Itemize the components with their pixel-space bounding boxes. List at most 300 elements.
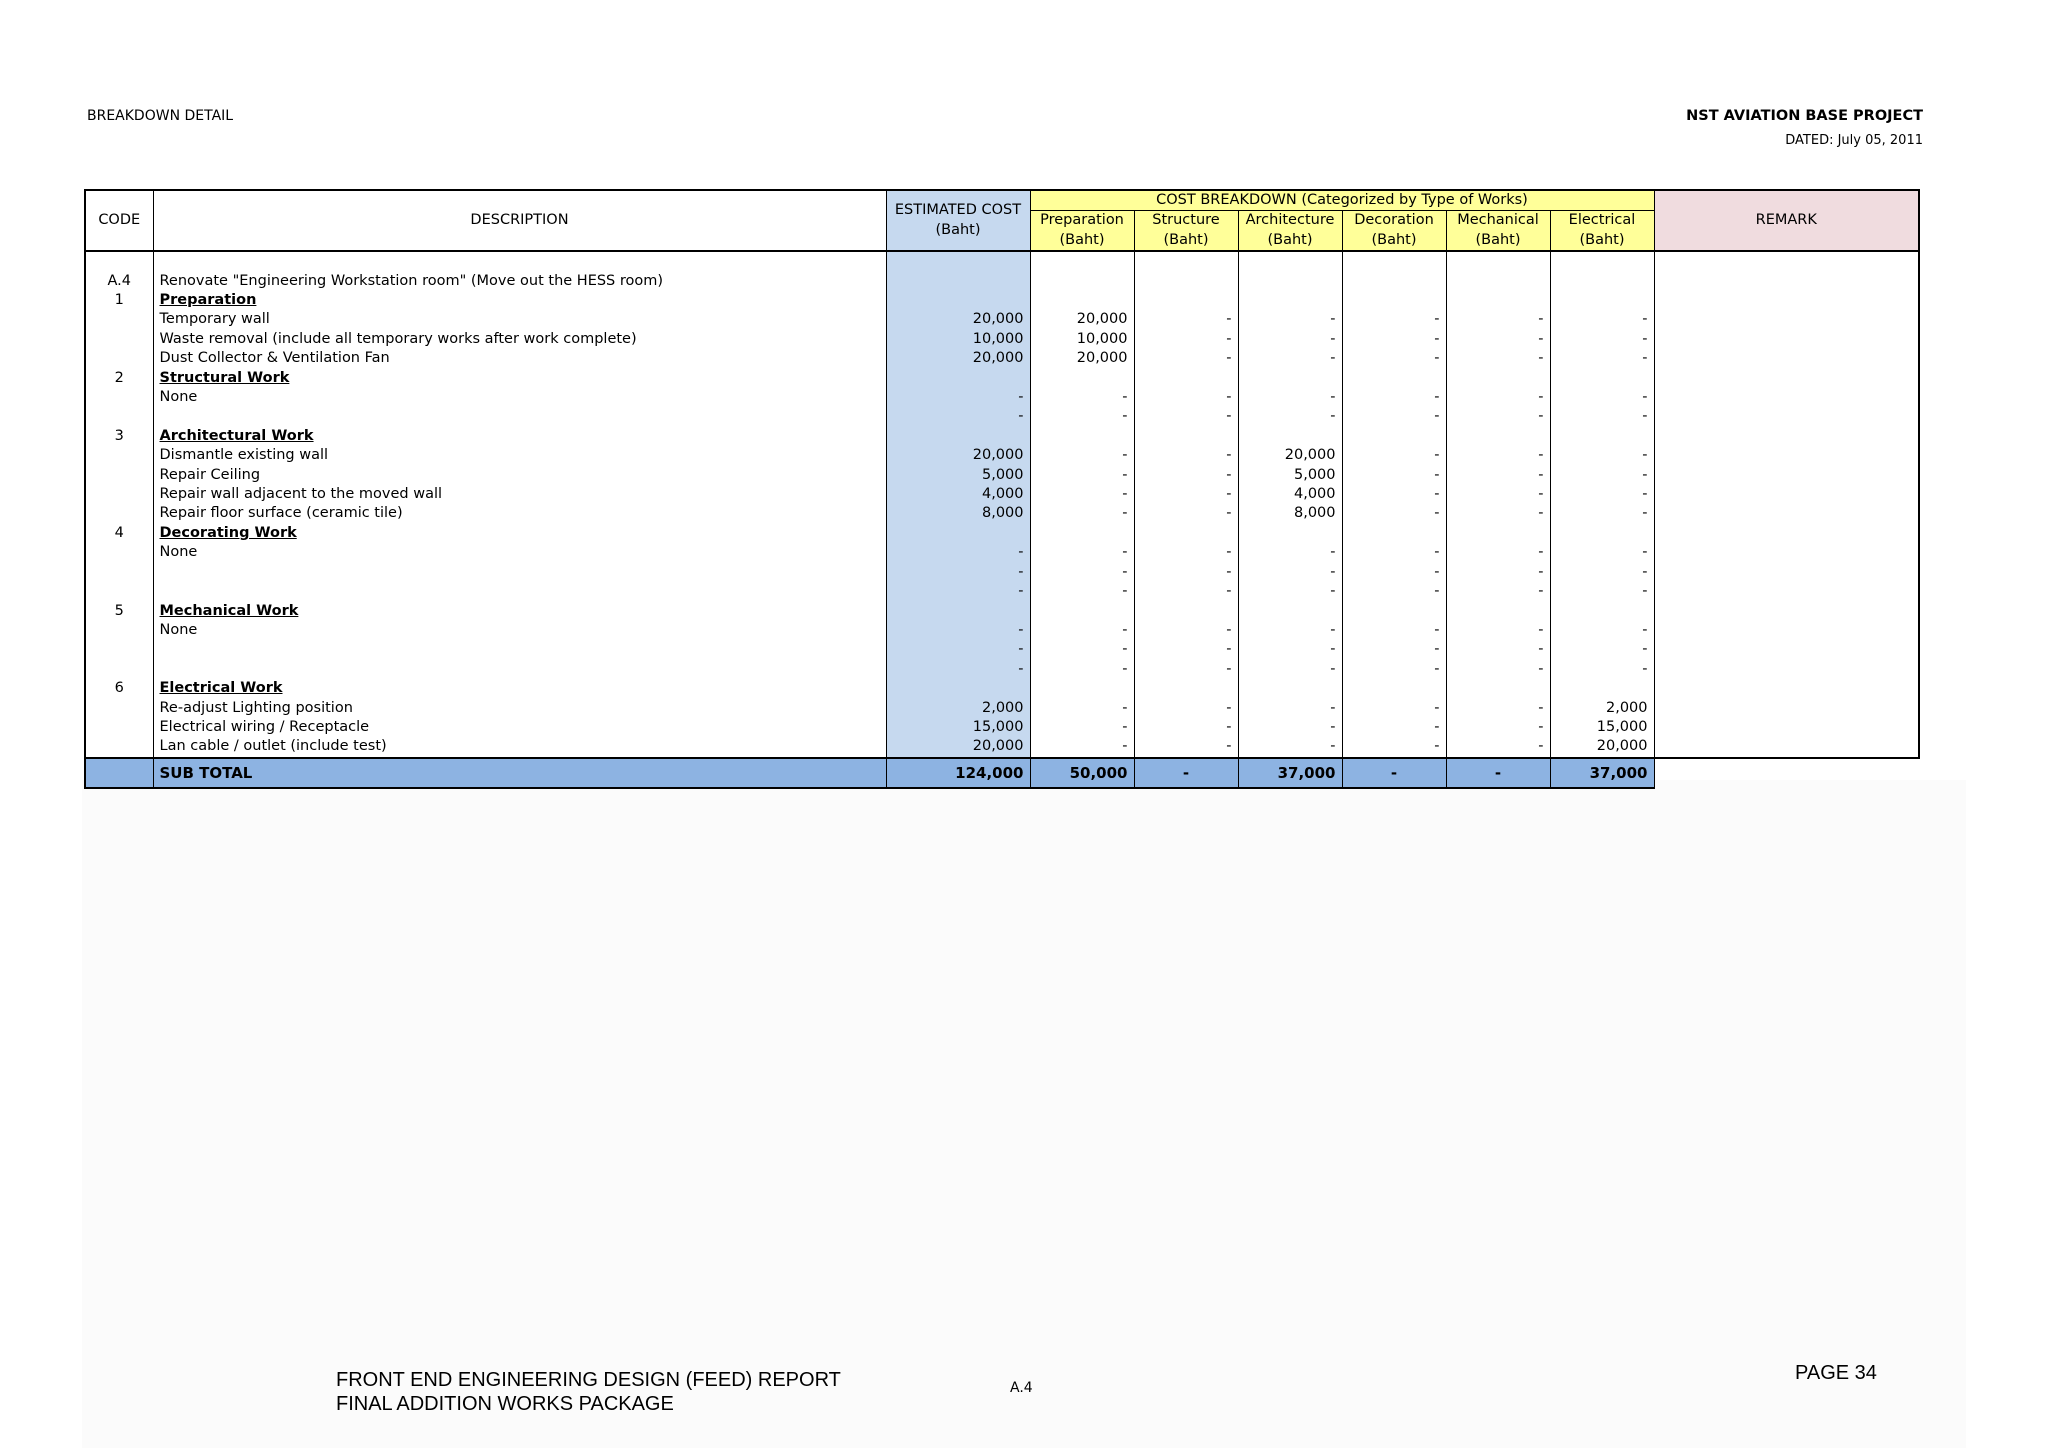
cell-architecture	[1238, 427, 1342, 446]
row-code	[85, 582, 153, 601]
cell-electrical: -	[1550, 310, 1654, 329]
row-description: Repair floor surface (ceramic tile)	[153, 504, 886, 523]
table-row	[85, 718, 1919, 737]
cell-mechanical: -	[1446, 621, 1550, 640]
row-code	[85, 349, 153, 368]
cell-architecture	[1238, 251, 1342, 271]
row-code: 2	[85, 369, 153, 388]
cell-preparation: -	[1030, 485, 1134, 504]
report-title-line-2: FINAL ADDITION WORKS PACKAGE	[336, 1393, 674, 1415]
cell-decoration	[1342, 369, 1446, 388]
row-code	[85, 640, 153, 659]
cell-remark	[1654, 679, 1919, 698]
cell-estimated: 5,000	[886, 466, 1030, 485]
cell-structure	[1134, 251, 1238, 271]
cell-decoration: -	[1342, 737, 1446, 757]
cell-decoration: -	[1342, 407, 1446, 426]
cell-structure	[1134, 602, 1238, 621]
subtotal-label: SUB TOTAL	[153, 758, 886, 788]
row-code: 5	[85, 602, 153, 621]
cell-remark	[1654, 563, 1919, 582]
cell-structure: -	[1134, 330, 1238, 349]
cell-estimated: -	[886, 640, 1030, 659]
cell-architecture: -	[1238, 660, 1342, 679]
cell-structure: -	[1134, 718, 1238, 737]
cell-remark	[1654, 582, 1919, 601]
cell-estimated: -	[886, 543, 1030, 562]
header-category-name: Mechanical	[1457, 212, 1539, 229]
cell-decoration: -	[1342, 640, 1446, 659]
table-row	[85, 737, 1919, 757]
cell-decoration: -	[1342, 330, 1446, 349]
cell-estimated: 20,000	[886, 446, 1030, 465]
table-row	[85, 446, 1919, 465]
cell-preparation	[1030, 272, 1134, 291]
header-category-unit: (Baht)	[1475, 231, 1521, 248]
table-row	[85, 582, 1919, 601]
table-row	[85, 349, 1919, 368]
row-code	[85, 543, 153, 562]
cell-electrical: -	[1550, 621, 1654, 640]
cell-preparation: -	[1030, 640, 1134, 659]
header-remark: REMARK	[1654, 190, 1919, 251]
cell-estimated	[886, 524, 1030, 543]
header-estimated-cost	[886, 190, 1030, 251]
cell-electrical	[1550, 524, 1654, 543]
cell-mechanical: -	[1446, 330, 1550, 349]
cell-decoration	[1342, 272, 1446, 291]
cell-estimated: 20,000	[886, 310, 1030, 329]
row-code	[85, 407, 153, 426]
section-heading: Decorating Work	[153, 524, 886, 543]
header-category-unit: (Baht)	[1163, 231, 1209, 248]
cell-architecture: -	[1238, 310, 1342, 329]
cell-electrical: -	[1550, 582, 1654, 601]
cell-mechanical	[1446, 602, 1550, 621]
table-row	[85, 330, 1919, 349]
cell-structure: -	[1134, 446, 1238, 465]
cell-architecture	[1238, 272, 1342, 291]
cell-decoration: -	[1342, 543, 1446, 562]
cell-structure: -	[1134, 310, 1238, 329]
cell-mechanical: -	[1446, 660, 1550, 679]
header-category-preparation	[1030, 211, 1134, 251]
subtotal-row	[85, 758, 1919, 788]
row-code	[85, 621, 153, 640]
cell-preparation: 20,000	[1030, 310, 1134, 329]
cell-decoration: -	[1342, 310, 1446, 329]
table-row	[85, 485, 1919, 504]
row-description	[153, 660, 886, 679]
row-code	[85, 251, 153, 271]
cell-architecture: 4,000	[1238, 485, 1342, 504]
row-code	[85, 699, 153, 718]
cell-preparation: -	[1030, 446, 1134, 465]
header-category-unit: (Baht)	[1579, 231, 1625, 248]
cell-structure: -	[1134, 737, 1238, 757]
cell-preparation	[1030, 679, 1134, 698]
cell-estimated: 4,000	[886, 485, 1030, 504]
cell-remark	[1654, 718, 1919, 737]
cell-estimated	[886, 251, 1030, 271]
row-description	[153, 563, 886, 582]
cell-decoration: -	[1342, 504, 1446, 523]
cell-estimated: 20,000	[886, 737, 1030, 757]
table-row	[85, 388, 1919, 407]
header-code: CODE	[85, 190, 153, 251]
subtotal-architecture: 37,000	[1238, 758, 1342, 788]
cell-mechanical: -	[1446, 349, 1550, 368]
table-row	[85, 272, 1919, 291]
cell-decoration: -	[1342, 388, 1446, 407]
row-code	[85, 660, 153, 679]
cell-estimated	[886, 272, 1030, 291]
cell-electrical: -	[1550, 446, 1654, 465]
cell-electrical: 2,000	[1550, 699, 1654, 718]
cell-estimated	[886, 427, 1030, 446]
cell-estimated: 15,000	[886, 718, 1030, 737]
subtotal-preparation: 50,000	[1030, 758, 1134, 788]
cell-architecture: 20,000	[1238, 446, 1342, 465]
page-number: PAGE 34	[1795, 1362, 1877, 1384]
page-background-band	[82, 780, 1966, 1448]
cell-estimated: 20,000	[886, 349, 1030, 368]
row-description: Temporary wall	[153, 310, 886, 329]
cell-electrical: -	[1550, 466, 1654, 485]
cell-architecture: -	[1238, 349, 1342, 368]
subtotal-remark	[1654, 758, 1919, 788]
header-category-structure	[1134, 211, 1238, 251]
row-description: None	[153, 388, 886, 407]
cell-electrical: -	[1550, 349, 1654, 368]
subtotal-decoration: -	[1342, 758, 1446, 788]
cell-architecture: 8,000	[1238, 504, 1342, 523]
cell-electrical: -	[1550, 504, 1654, 523]
cell-electrical: -	[1550, 485, 1654, 504]
row-code	[85, 388, 153, 407]
cell-estimated: -	[886, 660, 1030, 679]
header-category-name: Electrical	[1568, 212, 1636, 229]
cell-remark	[1654, 291, 1919, 310]
header-category-unit: (Baht)	[1267, 231, 1313, 248]
cell-electrical: -	[1550, 563, 1654, 582]
section-heading: Structural Work	[153, 369, 886, 388]
cell-remark	[1654, 446, 1919, 465]
breakdown-detail-label: BREAKDOWN DETAIL	[87, 108, 234, 124]
cell-structure: -	[1134, 660, 1238, 679]
cell-architecture: 5,000	[1238, 466, 1342, 485]
cell-electrical	[1550, 427, 1654, 446]
report-title	[336, 1368, 841, 1416]
cell-electrical	[1550, 679, 1654, 698]
header-category-name: Structure	[1152, 212, 1220, 229]
cell-decoration: -	[1342, 485, 1446, 504]
cell-decoration: -	[1342, 582, 1446, 601]
cell-preparation: -	[1030, 660, 1134, 679]
cell-structure	[1134, 427, 1238, 446]
cell-structure	[1134, 272, 1238, 291]
cell-preparation: -	[1030, 407, 1134, 426]
cell-decoration	[1342, 291, 1446, 310]
cell-structure: -	[1134, 699, 1238, 718]
cell-electrical	[1550, 369, 1654, 388]
table-row	[85, 427, 1919, 446]
cell-decoration: -	[1342, 621, 1446, 640]
cell-remark	[1654, 330, 1919, 349]
subtotal-mechanical: -	[1446, 758, 1550, 788]
cell-preparation: -	[1030, 737, 1134, 757]
cell-remark	[1654, 699, 1919, 718]
header-category-electrical	[1550, 211, 1654, 251]
cell-electrical	[1550, 291, 1654, 310]
cell-remark	[1654, 369, 1919, 388]
cell-estimated	[886, 369, 1030, 388]
cell-architecture: -	[1238, 388, 1342, 407]
header-category-name: Architecture	[1245, 212, 1335, 229]
cell-structure: -	[1134, 349, 1238, 368]
cell-structure: -	[1134, 563, 1238, 582]
cell-mechanical: -	[1446, 737, 1550, 757]
cell-electrical: 20,000	[1550, 737, 1654, 757]
cell-mechanical	[1446, 272, 1550, 291]
cell-decoration: -	[1342, 466, 1446, 485]
cell-preparation: 20,000	[1030, 349, 1134, 368]
table-row	[85, 407, 1919, 426]
row-description: Electrical wiring / Receptacle	[153, 718, 886, 737]
cell-preparation: -	[1030, 699, 1134, 718]
section-heading: Preparation	[153, 291, 886, 310]
cell-electrical	[1550, 602, 1654, 621]
cell-estimated	[886, 602, 1030, 621]
table-row	[85, 466, 1919, 485]
cell-structure: -	[1134, 640, 1238, 659]
cell-structure: -	[1134, 407, 1238, 426]
cell-architecture	[1238, 679, 1342, 698]
cell-structure: -	[1134, 485, 1238, 504]
cell-architecture: -	[1238, 737, 1342, 757]
cell-estimated: 2,000	[886, 699, 1030, 718]
row-description: Lan cable / outlet (include test)	[153, 737, 886, 757]
cell-estimated: 10,000	[886, 330, 1030, 349]
row-code	[85, 737, 153, 757]
table-row	[85, 679, 1919, 698]
header-estimated-cost-label: ESTIMATED COST	[894, 202, 1022, 219]
cell-estimated	[886, 291, 1030, 310]
header-category-mechanical	[1446, 211, 1550, 251]
cell-remark	[1654, 485, 1919, 504]
section-heading: Mechanical Work	[153, 602, 886, 621]
row-code	[85, 563, 153, 582]
row-description: Waste removal (include all temporary works after work complete)	[153, 330, 886, 349]
cell-estimated: -	[886, 621, 1030, 640]
cell-mechanical	[1446, 291, 1550, 310]
cell-mechanical: -	[1446, 407, 1550, 426]
table-row	[85, 563, 1919, 582]
cell-architecture: -	[1238, 718, 1342, 737]
table-row	[85, 524, 1919, 543]
row-code: 3	[85, 427, 153, 446]
cell-structure	[1134, 369, 1238, 388]
table-row	[85, 504, 1919, 523]
row-code: 1	[85, 291, 153, 310]
row-code	[85, 485, 153, 504]
row-description: None	[153, 621, 886, 640]
cell-estimated: 8,000	[886, 504, 1030, 523]
cell-decoration	[1342, 679, 1446, 698]
table-row	[85, 621, 1919, 640]
cell-preparation: -	[1030, 466, 1134, 485]
cell-structure	[1134, 524, 1238, 543]
section-code: A.4	[1010, 1380, 1033, 1396]
cell-architecture: -	[1238, 640, 1342, 659]
project-title: NST AVIATION BASE PROJECT	[1686, 108, 1923, 124]
row-description	[153, 251, 886, 271]
cell-preparation: -	[1030, 582, 1134, 601]
header-category-name: Decoration	[1354, 212, 1434, 229]
row-description: Renovate "Engineering Workstation room" (Move out the HESS room)	[153, 272, 886, 291]
cost-breakdown-table	[84, 189, 1920, 789]
cell-architecture	[1238, 524, 1342, 543]
cell-remark	[1654, 427, 1919, 446]
cell-architecture: -	[1238, 407, 1342, 426]
cell-remark	[1654, 660, 1919, 679]
cell-decoration: -	[1342, 718, 1446, 737]
cell-preparation: -	[1030, 543, 1134, 562]
cell-architecture: -	[1238, 699, 1342, 718]
cell-preparation: -	[1030, 621, 1134, 640]
cell-structure: -	[1134, 388, 1238, 407]
table-row	[85, 602, 1919, 621]
cell-architecture	[1238, 602, 1342, 621]
header-estimated-cost-unit: (Baht)	[935, 221, 981, 238]
row-code	[85, 310, 153, 329]
table-row	[85, 543, 1919, 562]
row-code	[85, 466, 153, 485]
cell-structure	[1134, 291, 1238, 310]
cell-electrical: -	[1550, 330, 1654, 349]
cell-decoration	[1342, 427, 1446, 446]
header-cost-breakdown-group: COST BREAKDOWN (Categorized by Type of Works)	[1030, 190, 1654, 211]
cell-preparation	[1030, 251, 1134, 271]
cell-remark	[1654, 349, 1919, 368]
row-description: Dismantle existing wall	[153, 446, 886, 465]
cell-mechanical: -	[1446, 699, 1550, 718]
row-code	[85, 718, 153, 737]
cell-electrical	[1550, 272, 1654, 291]
cell-estimated: -	[886, 582, 1030, 601]
cell-mechanical: -	[1446, 582, 1550, 601]
subtotal-estimated: 124,000	[886, 758, 1030, 788]
header-category-name: Preparation	[1040, 212, 1124, 229]
cell-decoration	[1342, 524, 1446, 543]
cell-remark	[1654, 602, 1919, 621]
cell-mechanical	[1446, 427, 1550, 446]
table-row	[85, 640, 1919, 659]
cell-remark	[1654, 466, 1919, 485]
cell-preparation	[1030, 369, 1134, 388]
cell-mechanical: -	[1446, 485, 1550, 504]
cell-preparation	[1030, 524, 1134, 543]
cell-mechanical: -	[1446, 466, 1550, 485]
cell-electrical: 15,000	[1550, 718, 1654, 737]
header-category-decoration	[1342, 211, 1446, 251]
row-code	[85, 330, 153, 349]
table-row	[85, 699, 1919, 718]
cell-mechanical: -	[1446, 446, 1550, 465]
cell-structure: -	[1134, 504, 1238, 523]
cell-estimated: -	[886, 563, 1030, 582]
cell-remark	[1654, 251, 1919, 271]
cell-decoration	[1342, 602, 1446, 621]
cell-architecture	[1238, 369, 1342, 388]
row-description: None	[153, 543, 886, 562]
cell-architecture	[1238, 291, 1342, 310]
table-row	[85, 310, 1919, 329]
cell-electrical	[1550, 251, 1654, 271]
cell-preparation	[1030, 291, 1134, 310]
cell-decoration: -	[1342, 349, 1446, 368]
document-date: DATED: July 05, 2011	[1785, 133, 1923, 148]
cell-remark	[1654, 310, 1919, 329]
cell-preparation	[1030, 427, 1134, 446]
cell-architecture: -	[1238, 543, 1342, 562]
cell-remark	[1654, 388, 1919, 407]
cell-architecture: -	[1238, 582, 1342, 601]
cell-remark	[1654, 272, 1919, 291]
cell-electrical: -	[1550, 407, 1654, 426]
cell-remark	[1654, 407, 1919, 426]
cell-decoration	[1342, 251, 1446, 271]
cell-preparation: -	[1030, 563, 1134, 582]
cell-architecture: -	[1238, 563, 1342, 582]
row-description: Repair Ceiling	[153, 466, 886, 485]
row-description	[153, 582, 886, 601]
row-description: Dust Collector & Ventilation Fan	[153, 349, 886, 368]
row-description	[153, 640, 886, 659]
cell-mechanical	[1446, 524, 1550, 543]
cell-mechanical: -	[1446, 504, 1550, 523]
cell-decoration: -	[1342, 660, 1446, 679]
header-category-architecture	[1238, 211, 1342, 251]
cell-remark	[1654, 504, 1919, 523]
report-title-line-1: FRONT END ENGINEERING DESIGN (FEED) REPORT	[336, 1369, 841, 1391]
cell-decoration: -	[1342, 446, 1446, 465]
row-code	[85, 504, 153, 523]
section-heading: Electrical Work	[153, 679, 886, 698]
row-code: 4	[85, 524, 153, 543]
header-category-unit: (Baht)	[1371, 231, 1417, 248]
cell-structure: -	[1134, 582, 1238, 601]
cell-structure: -	[1134, 621, 1238, 640]
cell-mechanical	[1446, 369, 1550, 388]
cell-mechanical	[1446, 251, 1550, 271]
subtotal-electrical: 37,000	[1550, 758, 1654, 788]
cell-structure: -	[1134, 543, 1238, 562]
cell-mechanical: -	[1446, 310, 1550, 329]
cell-remark	[1654, 543, 1919, 562]
cell-remark	[1654, 621, 1919, 640]
cell-estimated: -	[886, 388, 1030, 407]
cell-electrical: -	[1550, 640, 1654, 659]
cell-mechanical: -	[1446, 640, 1550, 659]
row-description: Re-adjust Lighting position	[153, 699, 886, 718]
cell-architecture: -	[1238, 330, 1342, 349]
table-row	[85, 369, 1919, 388]
cell-preparation: -	[1030, 718, 1134, 737]
row-code	[85, 446, 153, 465]
cell-estimated: -	[886, 407, 1030, 426]
subtotal-code	[85, 758, 153, 788]
